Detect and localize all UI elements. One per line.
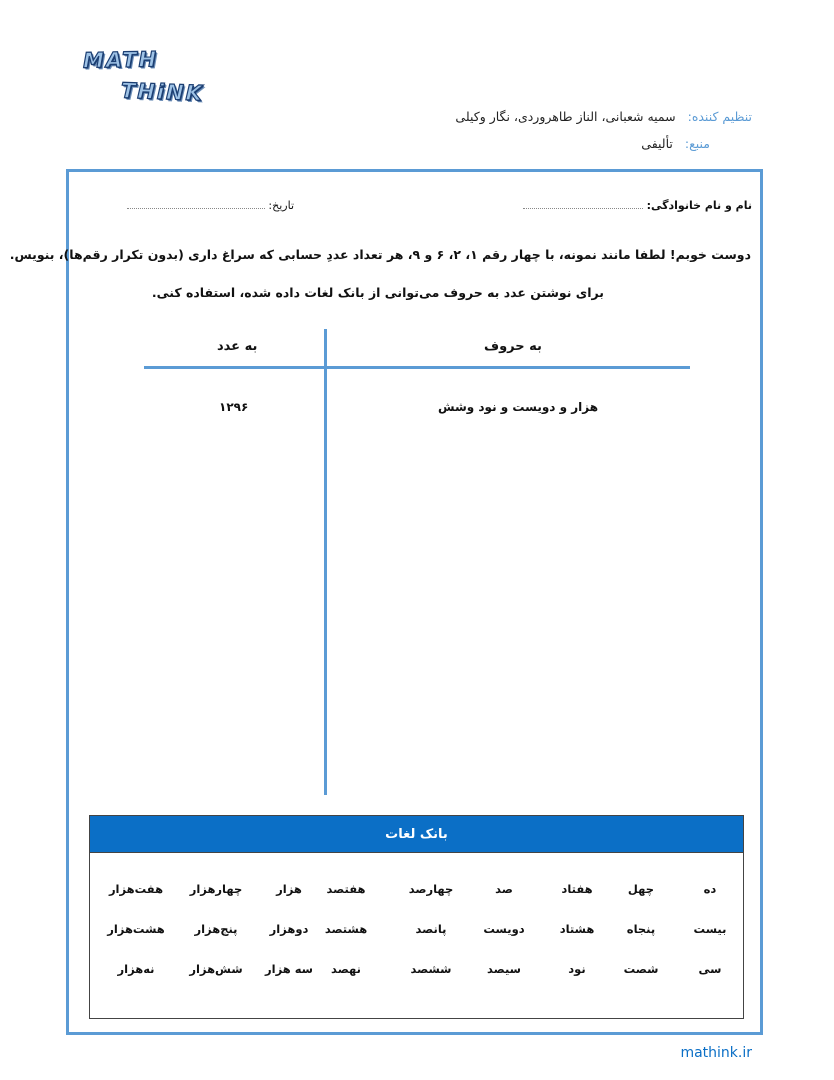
word-bank-item: دوهزار [269,922,309,936]
source-row [641,136,710,151]
table-column-divider [324,329,327,795]
word-bank-item: پنجاه [626,922,656,936]
word-bank-item: چهل [627,882,655,896]
date-blank[interactable] [127,199,265,209]
word-bank [89,815,744,1019]
word-bank-item: هفت‌هزار [108,882,164,896]
word-bank-item: هزار [276,882,302,896]
site-link[interactable]: mathink.ir [680,1045,752,1061]
column-header-number: به عدد [217,339,258,354]
author-row [455,109,752,124]
name-blank[interactable] [523,199,643,209]
word-bank-item: پانصد [415,922,447,936]
word-bank-item: شش‌هزار [189,962,243,976]
word-bank-item: شصت [623,962,659,976]
word-bank-item: سیصد [487,962,521,976]
word-bank-item: ده [703,882,717,896]
word-bank-item: بیست [693,922,727,936]
word-bank-item: نه‌هزار [117,962,155,976]
word-bank-item: چهارصد [408,882,454,896]
instruction-line-1: دوست خوبم! لطفا مانند نمونه، با چهار رقم ۱، ۲، ۶ و ۹، هر تعداد عددِ حسابی که سراغ داری (بدون تکرار رقم‌ها)، بنویس. [9,247,751,262]
logo-think: THiNK [120,78,205,106]
word-bank-item: نود [568,962,586,976]
logo-math: MATH [82,47,159,73]
author-label: تنظیم کننده: [687,109,752,124]
word-bank-item: سه هزار [265,962,313,976]
word-bank-item: چهارهزار [189,882,243,896]
name-label: نام و نام خانوادگی: [646,199,752,212]
example-row-words: هزار و دویست و نود وشش [438,400,599,414]
date-label: تاریخ: [268,199,294,212]
word-bank-item: نهصد [331,962,361,976]
table-header-divider [144,366,690,369]
source-label: منبع: [684,136,710,151]
word-bank-title: بانک لغات [90,816,743,852]
word-bank-item: ششصد [410,962,452,976]
word-bank-item: هشتاد [559,922,595,936]
word-bank-item: هفتصد [326,882,366,896]
date-field [127,199,294,212]
author-value: سمیه شعبانی، الناز طاهروردی، نگار وکیلی [455,109,676,124]
word-bank-item: هشتصد [324,922,368,936]
word-bank-item: پنج‌هزار [194,922,238,936]
word-bank-item: سی [698,962,722,976]
word-bank-item: هفتاد [561,882,593,896]
source-value: تألیفی [641,136,673,151]
instruction-line-2: برای نوشتن عدد به حروف می‌توانی از بانک لغات داده شده، استفاده کنی. [151,285,604,300]
name-field [523,199,752,212]
word-bank-item: دویست [483,922,525,936]
word-bank-divider [90,852,743,853]
word-bank-item: صد [495,882,513,896]
example-row-number: ۱۲۹۶ [219,400,249,414]
word-bank-item: هشت‌هزار [107,922,165,936]
column-header-words: به حروف [484,339,542,354]
